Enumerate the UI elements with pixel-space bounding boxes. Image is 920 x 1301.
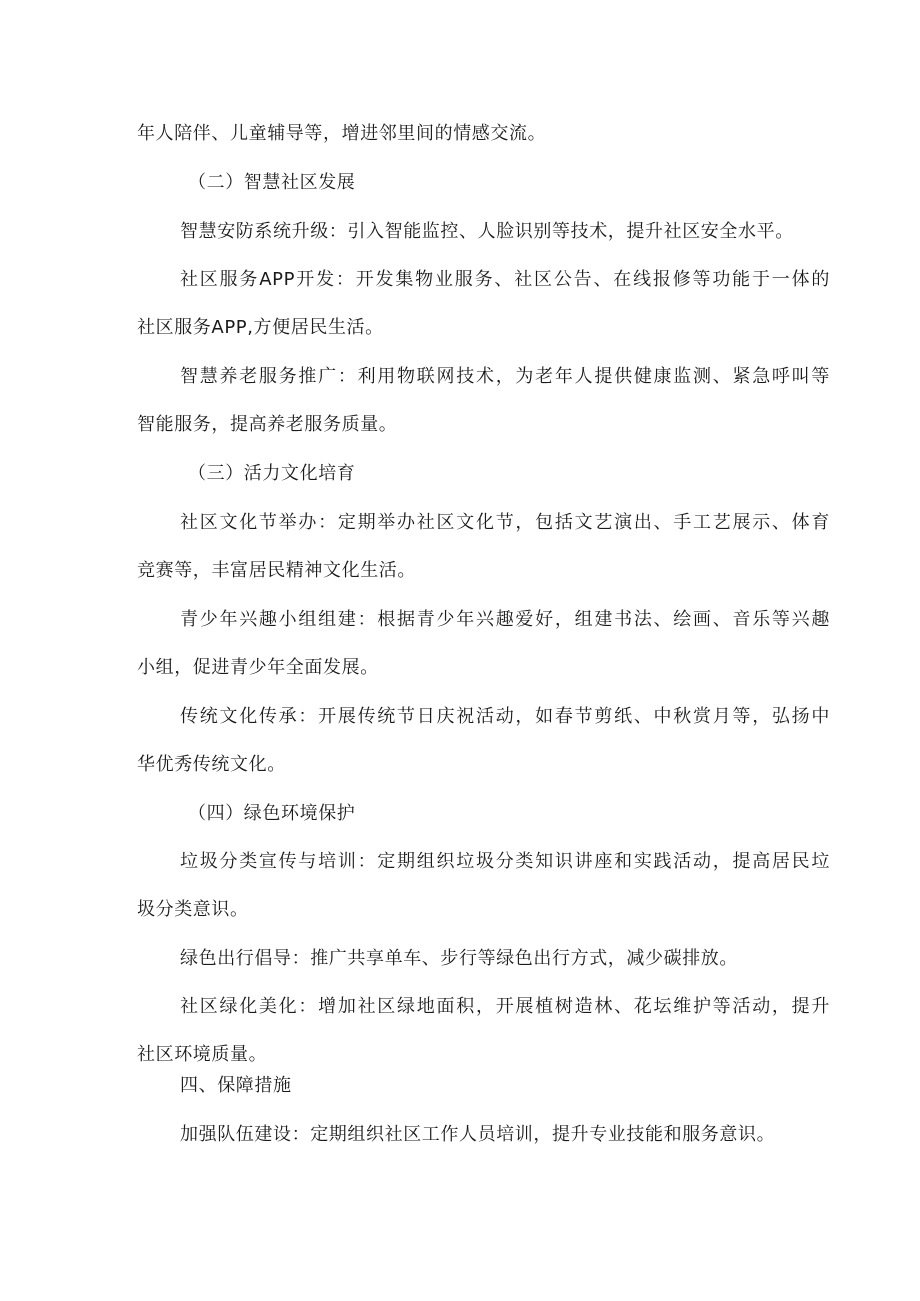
paragraph-line: 传统文化传承：开展传统节日庆祝活动，如春节剪纸、中秋赏月等，弘扬中: [180, 706, 830, 727]
paragraph-line: 年人陪伴、儿童辅导等，增进邻里间的情感交流。: [137, 123, 547, 144]
paragraph-line: 加强队伍建设：定期组织社区工作人员培训，提升专业技能和服务意识。: [180, 1124, 776, 1145]
paragraph-line: 社区文化节举办：定期举办社区文化节，包括文艺演出、手工艺展示、体育: [180, 512, 830, 533]
paragraph-line: 社区绿化美化：增加社区绿地面积，开展植树造林、花坛维护等活动，提升: [180, 996, 830, 1017]
paragraph-line: 小组，促进青少年全面发展。: [137, 657, 379, 678]
section-heading-safeguards: 四、保障措施: [180, 1075, 292, 1096]
paragraph-line: 智慧养老服务推广：利用物联网技术，为老年人提供健康监测、紧急呼叫等: [180, 366, 830, 387]
paragraph-line: 智慧安防系统升级：引入智能监控、人脸识别等技术，提升社区安全水平。: [180, 221, 794, 242]
paragraph-line: 竞赛等，丰富居民精神文化生活。: [137, 560, 416, 581]
paragraph-line: 华优秀传统文化。: [137, 754, 286, 775]
paragraph-line: 社区环境质量。: [137, 1044, 268, 1065]
paragraph-line: 智能服务，提高养老服务质量。: [137, 414, 398, 435]
section-heading-culture: （三）活力文化培育: [188, 463, 356, 484]
paragraph-line: 圾分类意识。: [137, 899, 249, 920]
paragraph-line: 青少年兴趣小组组建：根据青少年兴趣爱好，组建书法、绘画、音乐等兴趣: [180, 609, 830, 630]
section-heading-green: （四）绿色环境保护: [188, 803, 356, 824]
paragraph-line: 社区服务APP,方便居民生活。: [137, 317, 384, 338]
section-heading-smart-community: （二）智慧社区发展: [188, 172, 356, 193]
paragraph-line: 社区服务APP开发：开发集物业服务、社区公告、在线报修等功能于一体的: [180, 269, 830, 290]
paragraph-line: 绿色出行倡导：推广共享单车、步行等绿色出行方式，减少碳排放。: [180, 948, 738, 969]
paragraph-line: 垃圾分类宣传与培训：定期组织垃圾分类知识讲座和实践活动，提高居民垃: [180, 851, 830, 872]
